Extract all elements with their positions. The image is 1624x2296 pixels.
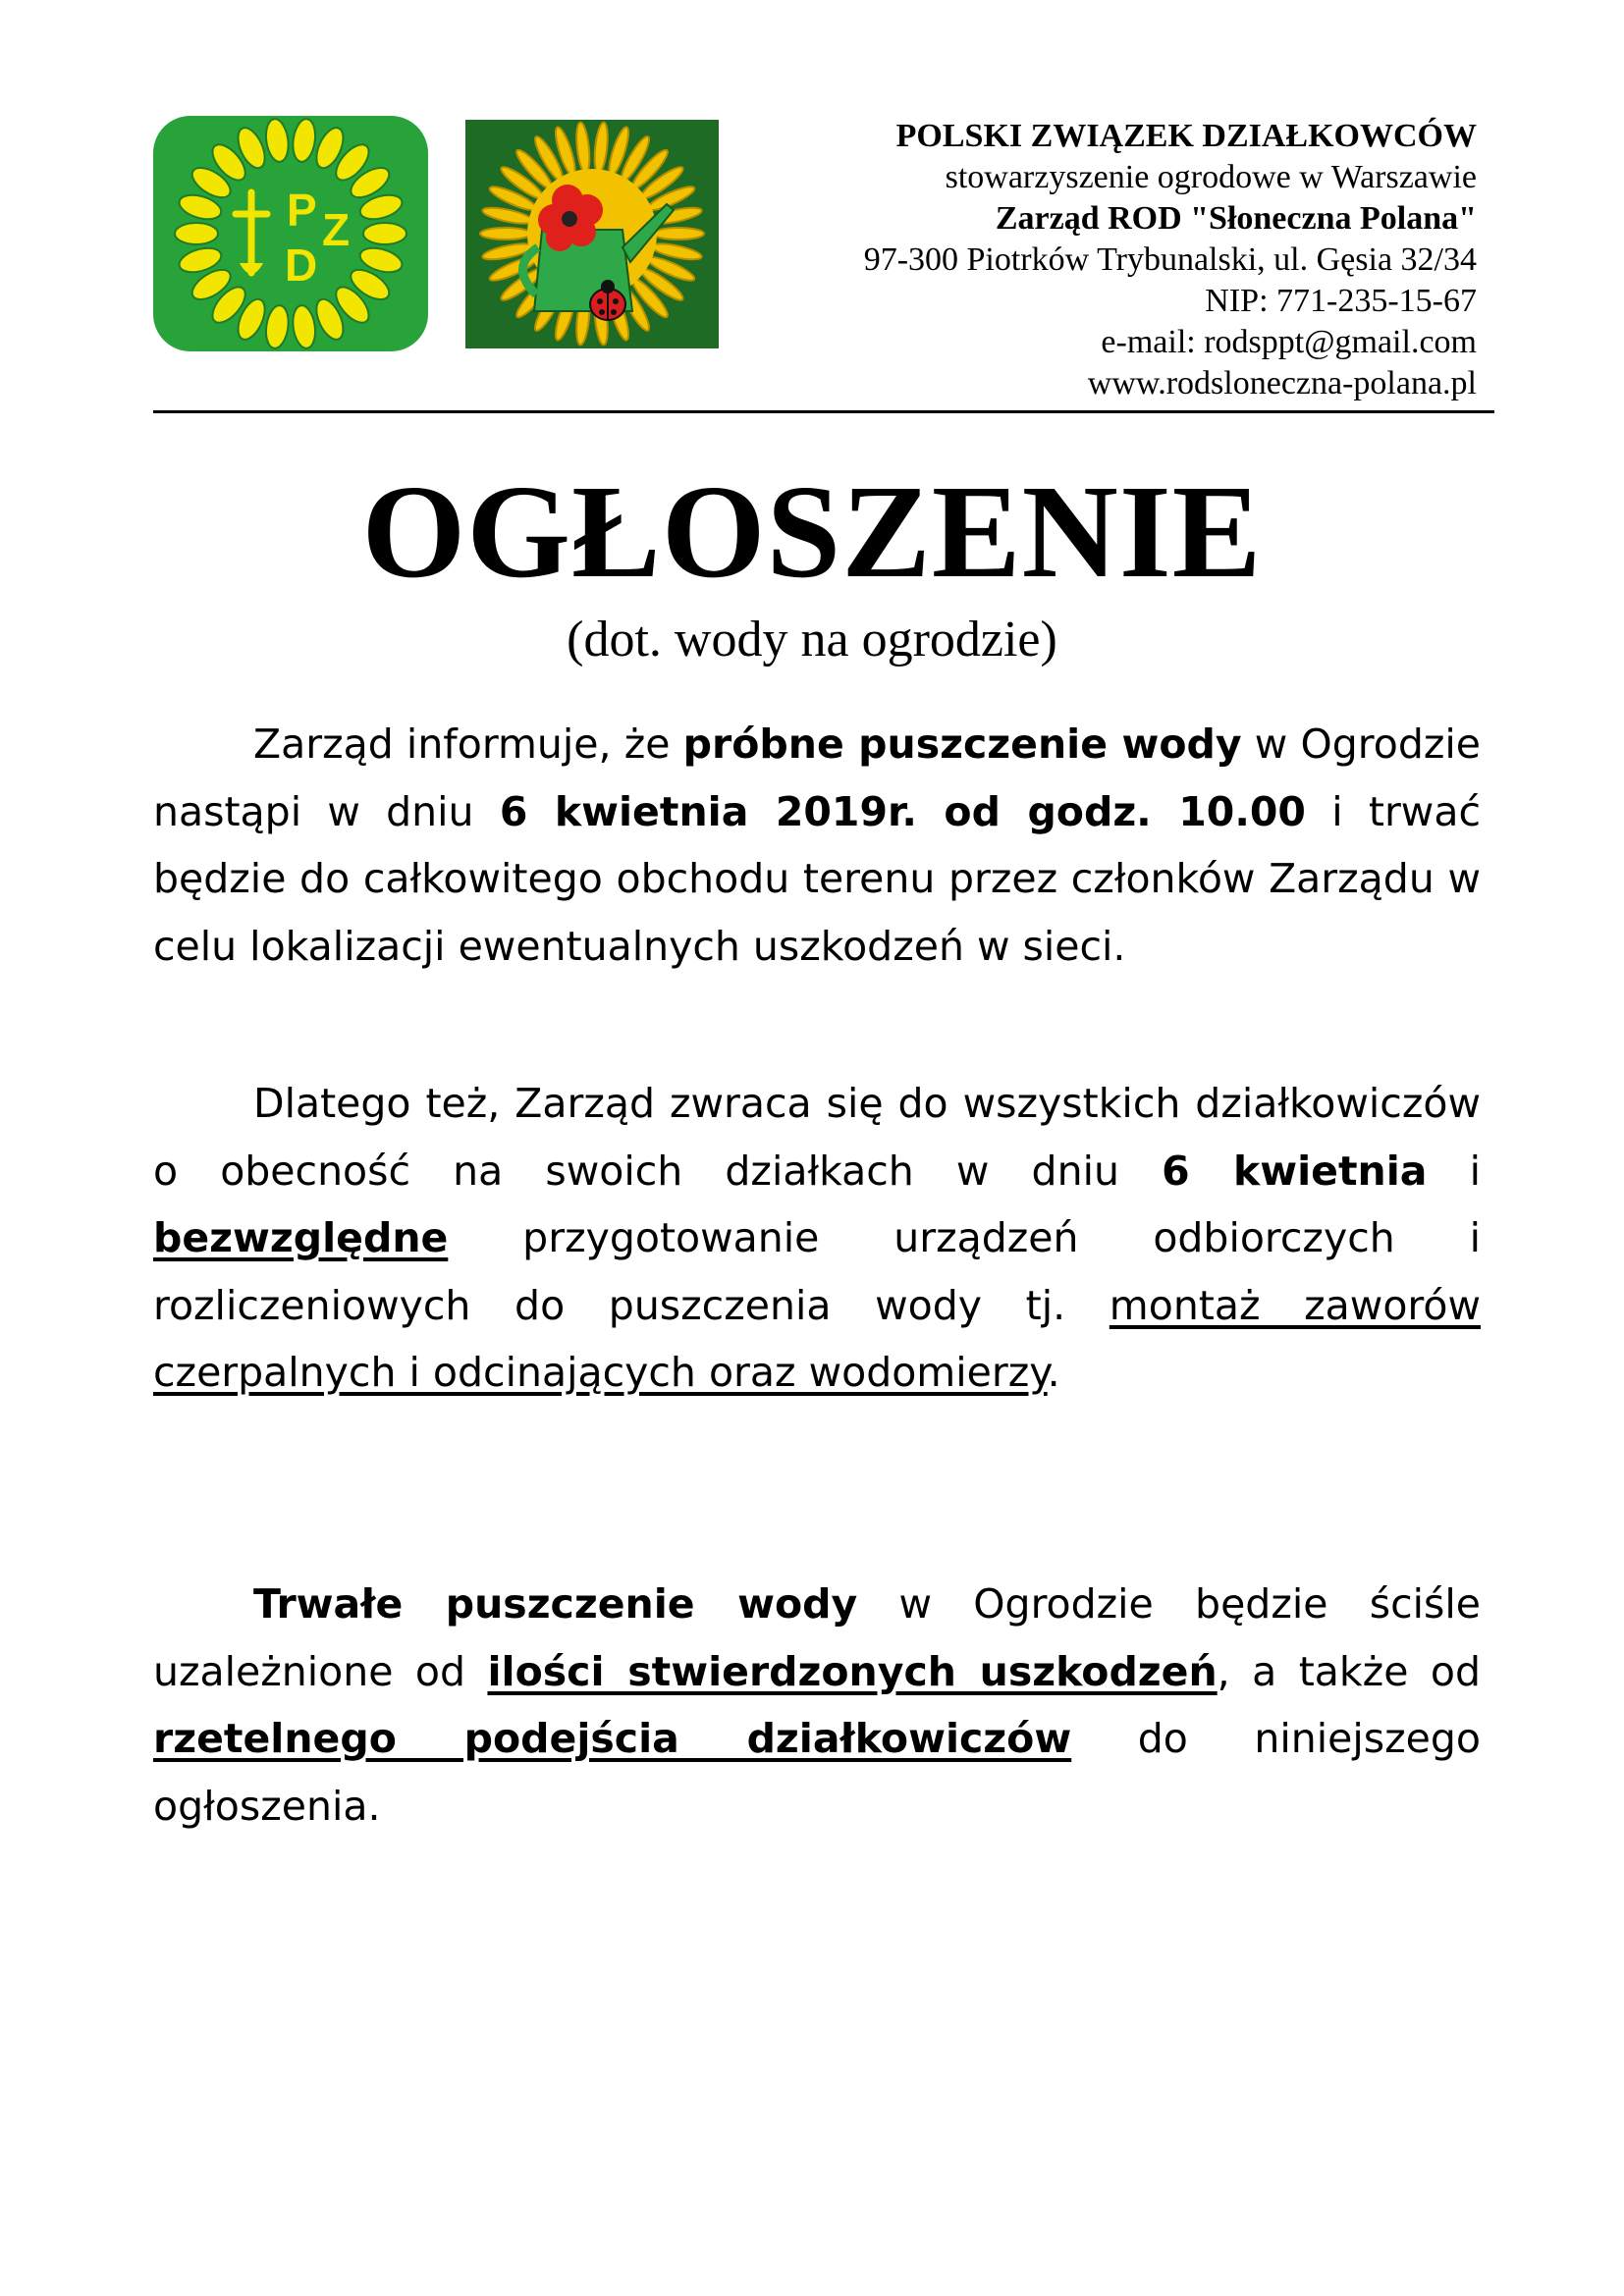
page-subtitle: (dot. wody na ogrodzie) [567, 612, 1057, 667]
board-name: Zarząd ROD "Słoneczna Polana" [995, 200, 1477, 237]
pzd-letter-p: P [287, 185, 317, 236]
pzd-letter-z: Z [322, 204, 351, 255]
petal [175, 223, 218, 244]
text: i trwać będzie do całkowitego obchodu terenu przez członków Zarządu w celu lokalizacji ewentualnych uszkodzeń w sieci. [153, 787, 1482, 970]
text: Zarząd informuje, że [253, 721, 683, 768]
text: przygotowanie urządzeń odbiorczych i rozliczeniowych do puszczenia wody tj. [153, 1214, 1481, 1329]
email-address: e-mail: rodsppt@gmail.com [1101, 324, 1477, 360]
paragraph-presence-request [153, 1070, 1481, 1407]
pzd-logo [153, 116, 428, 351]
underlined-text: czerpalnych i odcinających oraz wodomierzy [153, 1349, 1048, 1396]
paragraph-permanent-water [153, 1571, 1481, 1840]
text: w Ogrodzie nastąpi w dniu [153, 721, 1481, 835]
date-time-bold: 6 kwietnia 2019r. od godz. 10.00 [499, 787, 1306, 835]
bold-text: Trwałe puszczenie wody [253, 1580, 858, 1628]
text: . [1047, 1349, 1060, 1396]
text: do niniejszego ogłoszenia. [153, 1715, 1482, 1830]
petal [480, 228, 531, 240]
bold-text: próbne puszczenie wody [682, 721, 1242, 768]
bold-underlined-text: rzetelnego podejścia działkowiczów [153, 1715, 1072, 1762]
text: w Ogrodzie będzie ściśle uzależnione od [153, 1580, 1481, 1695]
organization-info [731, 116, 1477, 404]
petal [653, 228, 704, 240]
date-bold: 6 kwietnia [1162, 1147, 1428, 1195]
text: , a także od [1217, 1647, 1481, 1695]
website-address: www.rodsloneczna-polana.pl [1087, 365, 1477, 401]
address: 97-300 Piotrków Trybunalski, ul. Gęsia 32/34 [863, 241, 1477, 278]
header-divider [153, 410, 1494, 413]
text: Dlatego też, Zarząd zwraca się do wszystkich działkowiczów o obecność na swoich działkach w dniu [153, 1080, 1481, 1195]
nip-number: NIP: 771-235-15-67 [1205, 283, 1477, 319]
paragraph-water-trial [153, 711, 1481, 980]
bold-underlined-text: bezwzględne [153, 1214, 449, 1261]
page-title: OGŁOSZENIE [361, 458, 1263, 606]
org-name: POLSKI ZWIĄZEK DZIAŁKOWCÓW [895, 118, 1477, 154]
pzd-letter-d: D [285, 240, 318, 291]
text: i [1427, 1147, 1481, 1195]
rod-sloneczna-polana-logo [465, 120, 719, 348]
org-type: stowarzyszenie ogrodowe w Warszawie [945, 159, 1477, 195]
petal [363, 223, 406, 244]
underlined-text: montaż zaworów [1109, 1281, 1481, 1329]
bold-underlined-text: ilości stwierdzonych uszkodzeń [487, 1647, 1218, 1695]
